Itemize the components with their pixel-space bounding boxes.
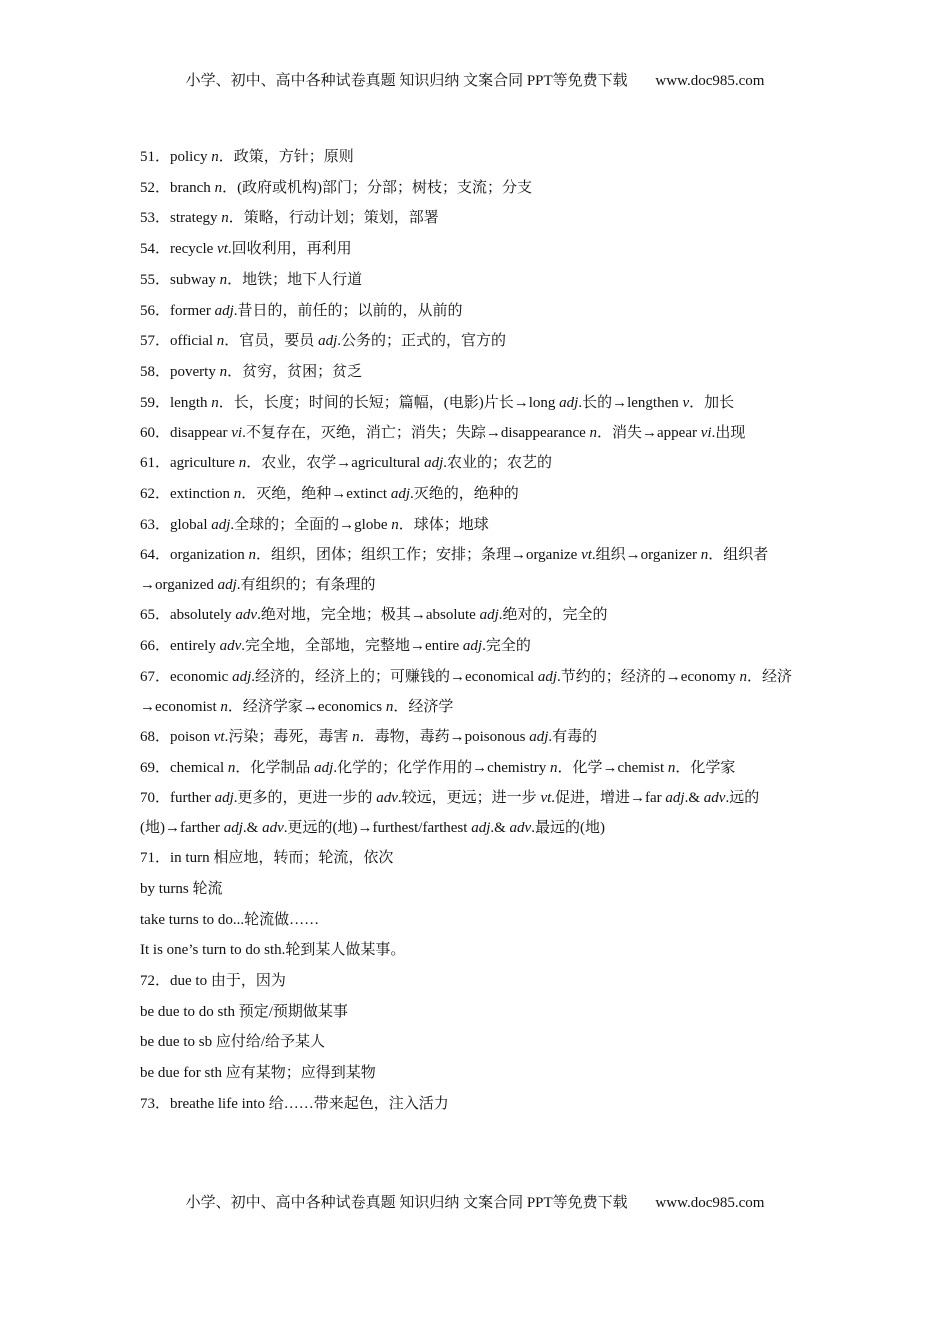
vocab-entry-60: [140, 418, 812, 448]
entry-text: ．消失→appear: [597, 425, 701, 442]
entry-text: .不复存在，灭绝，消亡；消失；失踪→disappearance: [242, 425, 590, 442]
entry-text: ．组织，团体；组织工作；安排；条理→organize: [255, 547, 582, 564]
entry-text: 59．length: [140, 394, 212, 411]
entry-text: .&: [490, 820, 510, 837]
part-of-speech: vt: [540, 790, 552, 807]
part-of-speech: n: [238, 455, 247, 472]
part-of-speech: n: [385, 698, 394, 715]
part-of-speech: adj: [223, 820, 243, 837]
entry-text: .促进，增进→far: [551, 790, 666, 807]
entry-text: 71．in turn 相应地，转而；轮流，依次: [140, 850, 394, 867]
footer-url[interactable]: www.doc985.com: [655, 1195, 765, 1211]
entry-text: 65．absolutely: [140, 607, 236, 624]
entry-text: .较远，更远；进一步: [397, 790, 541, 807]
vocab-entry-71b: [140, 905, 812, 936]
part-of-speech: adv: [235, 607, 258, 624]
entry-text: 51．policy: [140, 149, 212, 165]
vocab-entry-70: [140, 783, 812, 843]
entry-text: .节约的；经济的→economy: [557, 668, 740, 685]
vocab-entry-72a: [140, 997, 812, 1028]
vocab-entry-63: [140, 510, 812, 541]
header-url[interactable]: www.doc985.com: [655, 73, 765, 89]
entry-text: 61．agriculture: [140, 455, 239, 472]
part-of-speech: n: [227, 759, 236, 776]
part-of-speech: n: [667, 759, 676, 776]
entry-text: ．地铁；地下人行道: [227, 271, 363, 288]
entry-text: 53．strategy: [140, 210, 222, 227]
entry-text: .最远的(地): [531, 820, 605, 837]
entry-text: .灭绝的，绝种的: [410, 486, 519, 503]
vocab-entry-64: [140, 540, 812, 600]
entry-text: 69．chemical: [140, 759, 228, 776]
entry-text: .出现: [711, 425, 746, 442]
part-of-speech: n: [248, 547, 256, 564]
entry-text: .长的→lengthen: [578, 394, 683, 411]
entry-text: 68．poison: [140, 728, 214, 745]
entry-text: 70．further: [140, 790, 215, 807]
part-of-speech: v: [682, 394, 690, 411]
vocab-entry-53: [140, 203, 812, 234]
vocab-entry-69: [140, 753, 812, 784]
part-of-speech: adj: [471, 820, 491, 837]
entry-text: .完全的: [482, 638, 531, 655]
part-of-speech: adv: [262, 820, 284, 837]
vocabulary-list: [140, 142, 812, 1120]
part-of-speech: adj: [214, 790, 234, 807]
entry-text: ．农业，农学→agricultural: [246, 455, 425, 472]
part-of-speech: vi: [231, 425, 243, 442]
vocab-entry-66: [140, 631, 812, 662]
vocab-entry-56: [140, 296, 812, 327]
part-of-speech: adj: [214, 302, 234, 319]
entry-text: be due to do sth 预定/预期做某事: [140, 1003, 348, 1020]
part-of-speech: n: [211, 394, 219, 411]
vocab-entry-51: [140, 142, 812, 173]
vocab-entry-71a: [140, 874, 812, 905]
part-of-speech: n: [391, 516, 399, 533]
entry-text: 73．breathe life into 给……带来起色，注入活力: [140, 1095, 449, 1112]
part-of-speech: n: [219, 363, 228, 380]
part-of-speech: n: [549, 759, 558, 776]
entry-text: 72．due to 由于，因为: [140, 973, 286, 990]
vocab-entry-54: [140, 234, 812, 265]
vocab-entry-62: [140, 479, 812, 510]
entry-text: 56．former: [140, 302, 215, 319]
part-of-speech: n: [221, 210, 229, 227]
part-of-speech: adj: [232, 668, 252, 685]
part-of-speech: vt: [213, 728, 225, 745]
part-of-speech: adv: [376, 790, 398, 807]
entry-text: It is one’s turn to do sth.轮到某人做某事。: [140, 942, 406, 959]
vocab-entry-57: [140, 326, 812, 357]
entry-text: be due for sth 应有某物；应得到某物: [140, 1065, 376, 1082]
entry-text: .昔日的，前任的；以前的，从前的: [233, 302, 463, 319]
entry-text: .回收利用，再利用: [227, 241, 352, 258]
entry-text: ．毒物，毒药→poisonous: [359, 728, 530, 745]
part-of-speech: adj: [479, 607, 499, 624]
vocab-entry-72b: [140, 1027, 812, 1058]
part-of-speech: n: [739, 668, 748, 685]
part-of-speech: n: [214, 179, 223, 196]
entry-text: 58．poverty: [140, 363, 220, 380]
entry-text: .经济的，经济上的；可赚钱的→economical: [251, 668, 538, 685]
entry-text: ．化学家: [675, 759, 736, 776]
entry-text: ．化学制品: [235, 759, 315, 776]
part-of-speech: adv: [703, 790, 726, 807]
entry-text: 54．recycle: [140, 241, 218, 258]
entry-text: 52．branch: [140, 179, 215, 196]
entry-text: 64．organization: [140, 547, 249, 564]
part-of-speech: adj: [217, 577, 237, 594]
entry-text: take turns to do...轮流做……: [140, 911, 320, 928]
part-of-speech: vt: [581, 547, 592, 564]
entry-text: 62．extinction: [140, 486, 234, 503]
entry-text: ．(政府或机构)部门；分部；树枝；支流；分支: [222, 179, 533, 196]
entry-text: ．贫穷，贫困；贫乏: [227, 363, 363, 380]
part-of-speech: adj: [529, 728, 549, 745]
entry-text: .有毒的: [548, 728, 598, 745]
footer-text: 小学、初中、高中各种试卷真题 知识归纳 文案合同 PPT等免费下载: [185, 1195, 628, 1211]
part-of-speech: vi: [700, 425, 712, 442]
entry-text: .组织→organizer: [591, 547, 701, 564]
header-text: 小学、初中、高中各种试卷真题 知识归纳 文案合同 PPT等免费下载: [185, 73, 628, 89]
entry-text: 66．entirely: [140, 638, 220, 655]
entry-text: ．长，长度；时间的长短；篇幅，(电影)片长→long: [218, 394, 560, 411]
part-of-speech: adj: [424, 455, 444, 472]
part-of-speech: adj: [390, 486, 410, 503]
entry-text: be due to sb 应付给/给予某人: [140, 1034, 325, 1051]
part-of-speech: n: [700, 547, 709, 564]
part-of-speech: n: [352, 728, 360, 745]
entry-text: ．组织者→organized: [140, 547, 769, 594]
vocab-entry-71: [140, 843, 812, 874]
entry-text: ．加长: [689, 394, 735, 411]
vocab-entry-65: [140, 600, 812, 631]
entry-text: ．策略，行动计划；策划，部署: [228, 210, 439, 227]
part-of-speech: n: [233, 486, 242, 503]
entry-text: .更多的，更进一步的: [233, 790, 377, 807]
part-of-speech: adj: [211, 516, 231, 533]
vocab-entry-59: [140, 388, 812, 419]
vocab-entry-55: [140, 265, 812, 296]
entry-text: ．经济学: [393, 698, 454, 715]
entry-text: .&: [684, 790, 704, 807]
entry-text: .农业的；农艺的: [443, 455, 553, 472]
entry-text: .远的(地)→farther: [140, 790, 760, 837]
entry-text: 55．subway: [140, 271, 220, 288]
entry-text: ．灭绝，绝种→extinct: [241, 486, 391, 503]
part-of-speech: n: [216, 333, 225, 350]
entry-text: .化学的；化学作用的→chemistry: [333, 759, 550, 776]
part-of-speech: n: [220, 698, 228, 715]
vocab-entry-52: [140, 173, 812, 204]
page-footer: [0, 1191, 950, 1212]
vocab-entry-71c: [140, 935, 812, 966]
entry-text: .完全地，全部地，完整地→entire: [241, 638, 463, 655]
entry-text: .污染；毒死，毒害: [224, 728, 353, 745]
entry-text: .有组织的；有条理的: [236, 577, 376, 594]
part-of-speech: n: [589, 425, 598, 442]
vocab-entry-73: [140, 1089, 812, 1120]
page-header: [0, 69, 950, 90]
part-of-speech: adj: [462, 638, 483, 655]
vocab-entry-72: [140, 966, 812, 997]
part-of-speech: adj: [665, 790, 685, 807]
part-of-speech: adv: [509, 820, 532, 837]
entry-text: .公务的；正式的，官方的: [337, 333, 506, 350]
entry-text: by turns 轮流: [140, 880, 223, 897]
entry-text: 67．economic: [140, 668, 233, 685]
part-of-speech: n: [211, 149, 219, 165]
part-of-speech: n: [219, 271, 228, 288]
entry-text: .&: [242, 820, 263, 837]
entry-text: ．政策，方针；原则: [218, 149, 354, 165]
entry-text: 57．official: [140, 333, 217, 350]
entry-text: 60．disappear: [140, 425, 232, 442]
entry-text: .更远的(地)→furthest/farthest: [283, 820, 472, 837]
vocab-entry-58: [140, 357, 812, 388]
entry-text: ．经济学家→economics: [227, 698, 386, 715]
part-of-speech: adv: [219, 638, 242, 655]
part-of-speech: adj: [318, 333, 338, 350]
vocab-entry-68: [140, 722, 812, 753]
entry-text: ．官员，要员: [224, 333, 319, 350]
entry-text: .全球的；全面的→globe: [230, 516, 392, 533]
vocab-entry-67: [140, 662, 812, 722]
part-of-speech: adj: [314, 759, 334, 776]
vocab-entry-72c: [140, 1058, 812, 1089]
entry-text: .绝对地，完全地；极其→absolute: [257, 607, 480, 624]
part-of-speech: adj: [537, 668, 558, 685]
entry-text: .绝对的，完全的: [498, 607, 608, 624]
part-of-speech: vt: [217, 241, 228, 258]
entry-text: ．经济→economist: [140, 668, 793, 715]
entry-text: ．球体；地球: [398, 516, 489, 533]
part-of-speech: adj: [559, 394, 579, 411]
entry-text: 63．global: [140, 516, 212, 533]
entry-text: ．化学→chemist: [557, 759, 668, 776]
vocab-entry-61: [140, 448, 812, 479]
